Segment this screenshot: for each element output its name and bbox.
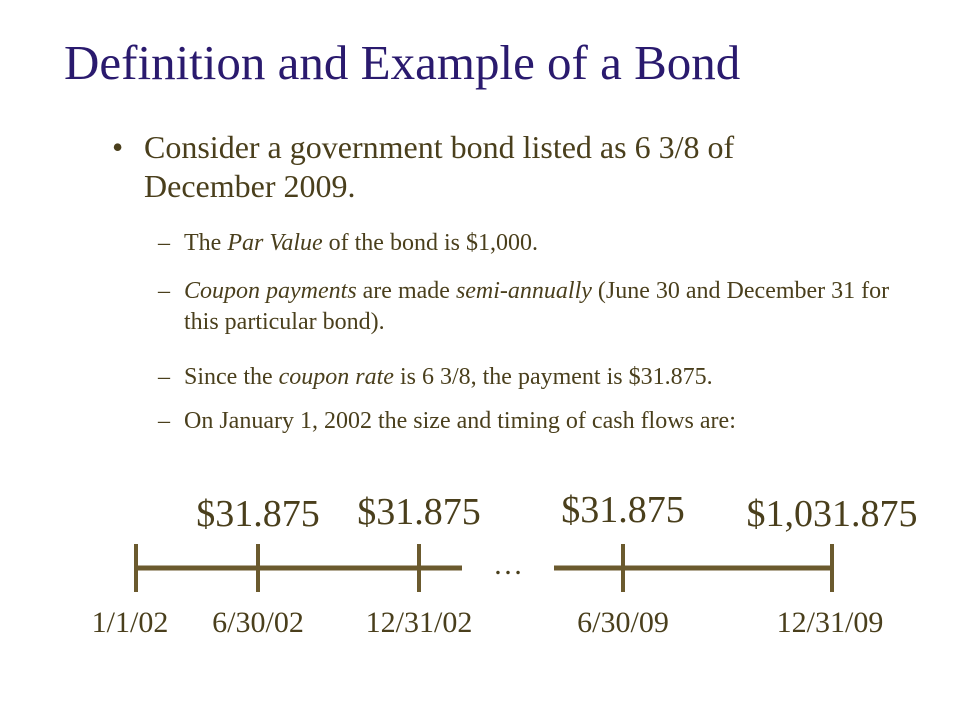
text-segment: (June 30 and December 31 for this particular bond).	[184, 278, 890, 336]
sub-bullet-dash: –	[158, 278, 170, 304]
sub-bullet-dash: –	[158, 230, 170, 256]
sub-bullet-text	[184, 228, 928, 259]
sub-bullet-text	[184, 362, 928, 393]
timeline-date-label: 12/31/02	[365, 606, 473, 639]
italic-term: Par Value	[227, 230, 323, 256]
italic-term: coupon rate	[278, 364, 394, 390]
sub-bullet-par-value	[158, 228, 928, 259]
sub-bullet-coupon-payments	[158, 276, 928, 338]
text-segment: are made	[356, 278, 456, 304]
cash-flow-amount: $31.875	[357, 491, 481, 533]
text-segment: The	[184, 230, 228, 256]
text-segment: is 6 3/8, the payment is $31.875.	[393, 364, 713, 390]
cash-flow-amount: $31.875	[561, 489, 685, 531]
timeline-ellipsis: …	[493, 548, 523, 581]
italic-term: semi-annually	[455, 278, 592, 304]
italic-term: Coupon payments	[184, 278, 357, 304]
sub-bullet-dash: –	[158, 364, 170, 390]
slide-title: Definition and Example of a Bond	[64, 35, 741, 90]
cash-flow-timeline	[0, 470, 960, 660]
timeline-date-label: 6/30/02	[212, 606, 304, 639]
bullet-marker: •	[112, 129, 124, 165]
timeline-date-label: 1/1/02	[91, 606, 169, 639]
text-segment: Since the	[184, 364, 279, 390]
main-bullet	[112, 128, 872, 206]
sub-bullet-coupon-rate	[158, 362, 928, 393]
text-segment: On January 1, 2002 the size and timing of cash flows are:	[184, 408, 736, 434]
main-bullet-text: Consider a government bond listed as 6 3/8 of December 2009.	[144, 129, 735, 205]
cash-flow-amount: $31.875	[196, 493, 320, 535]
timeline-date-label: 12/31/09	[776, 606, 884, 639]
sub-bullet-text	[184, 276, 928, 338]
text-segment: of the bond is $1,000.	[322, 230, 538, 256]
timeline-date-label: 6/30/09	[577, 606, 669, 639]
sub-bullet-dash: –	[158, 408, 170, 434]
sub-bullet-cash-flows	[158, 406, 928, 437]
sub-bullet-text	[184, 406, 928, 437]
cash-flow-amount: $1,031.875	[746, 493, 918, 535]
